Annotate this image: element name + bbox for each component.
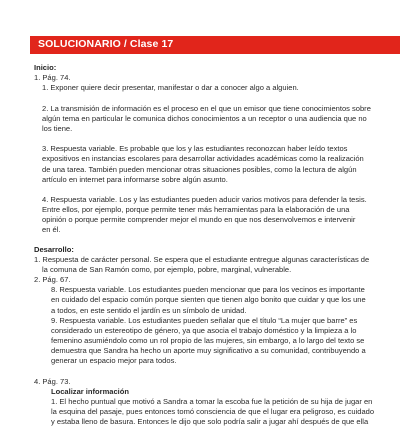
text-line: en cuidado del espacio común porque sienten que tienen algo bonito que cuidar y que los une	[51, 295, 366, 305]
text-line: algún tema en particular le comunica dichos conocimientos a un receptor o una audiencia que no	[42, 113, 367, 123]
text-line: expositivos en instancias escolares para desarrollar actividades académicas como la realización	[42, 154, 364, 164]
text-line: 9. Respuesta variable. Los estudiantes pueden señalar que el título “La mujer que barre” es	[51, 315, 358, 325]
text-line: 4. Respuesta variable. Los y las estudiantes pueden aducir varios motivos para defender la tesis.	[42, 194, 367, 204]
answer-item	[34, 144, 374, 185]
text-line: en él.	[42, 225, 61, 235]
section-heading-inicio: Inicio:	[34, 63, 57, 72]
text-line: 1. El hecho puntual que motivó a Sandra a tomar la escoba fue la petición de su hija de jugar en	[51, 396, 373, 406]
page-reference: 1. Pág. 74.	[34, 73, 71, 83]
top-rule	[0, 0, 400, 3]
text-line: 8. Respuesta variable. Los estudiantes pueden mencionar que para los vecinos es importante	[51, 285, 365, 295]
text-line: 1. Respuesta de carácter personal. Se espera que el estudiante entregue algunas características de	[34, 254, 370, 264]
text-line: 2. La transmisión de información es el proceso en el que un emisor que tiene conocimientos sobre	[42, 103, 371, 113]
answer-item	[34, 104, 374, 134]
answer-item	[34, 195, 374, 236]
header-bar	[30, 36, 400, 54]
answer-item	[34, 83, 374, 93]
text-line: a todos, en este sentido el jardín es un símbolo de unidad.	[51, 305, 247, 315]
text-line: Entre ellos, por ejemplo, porque permite tener más herramientas para la elaboración de una	[42, 205, 350, 215]
document-body	[34, 63, 374, 427]
text-line: considerado un estereotipo de género, ya que asocia el trabajo doméstico y la limpieza a lo	[51, 325, 357, 335]
text-line: 3. Respuesta variable. Es probable que los y las estudiantes reconozcan haber leído textos	[42, 144, 348, 154]
subsection-heading: Localizar información	[51, 386, 130, 396]
text-line: demuestra que Sandra ha hecho un aporte muy significativo a su comunidad, contribuyendo a	[51, 346, 366, 356]
answer-item	[34, 397, 374, 427]
text-line: generar un espacio mejor para todos.	[51, 356, 177, 366]
text-line: de una tarea. También pueden mencionar otras situaciones posibles, como la lectura de algún	[42, 164, 357, 174]
text-line: artículo en internet para informarse sobre algún asunto.	[42, 174, 228, 184]
section-heading-desarrollo: Desarrollo:	[34, 244, 74, 254]
text-line: opinión o porque permite comprender mejor el mundo en que nos desenvolvemos e intervenir	[42, 215, 356, 225]
page-reference: 2. Pág. 67.	[34, 275, 71, 285]
answer-item	[34, 255, 374, 275]
page-reference: 4. Pág. 73.	[34, 376, 71, 386]
text-line: la esquina del pasaje, pues entonces tomó consciencia de que el lugar era peligroso, es cuidado	[51, 407, 375, 417]
text-line: femenino asumiéndolo como un rol propio de las mujeres, sin embargo, a lo largo del texto se	[51, 336, 365, 346]
text-line: 1. Exponer quiere decir presentar, manifestar o dar a conocer algo a alguien.	[42, 83, 299, 93]
text-line: y estaba lleno de basura. Entonces le dijo que solo podría salir a jugar ahí después de que ella	[51, 417, 369, 427]
answer-item	[34, 285, 374, 315]
text-line: la comuna de San Ramón como, por ejemplo, pobre, marginal, vulnerable.	[42, 264, 292, 274]
page-title: SOLUCIONARIO / Clase 17	[38, 38, 174, 50]
answer-item	[34, 316, 374, 367]
text-line: los tiene.	[42, 123, 73, 133]
